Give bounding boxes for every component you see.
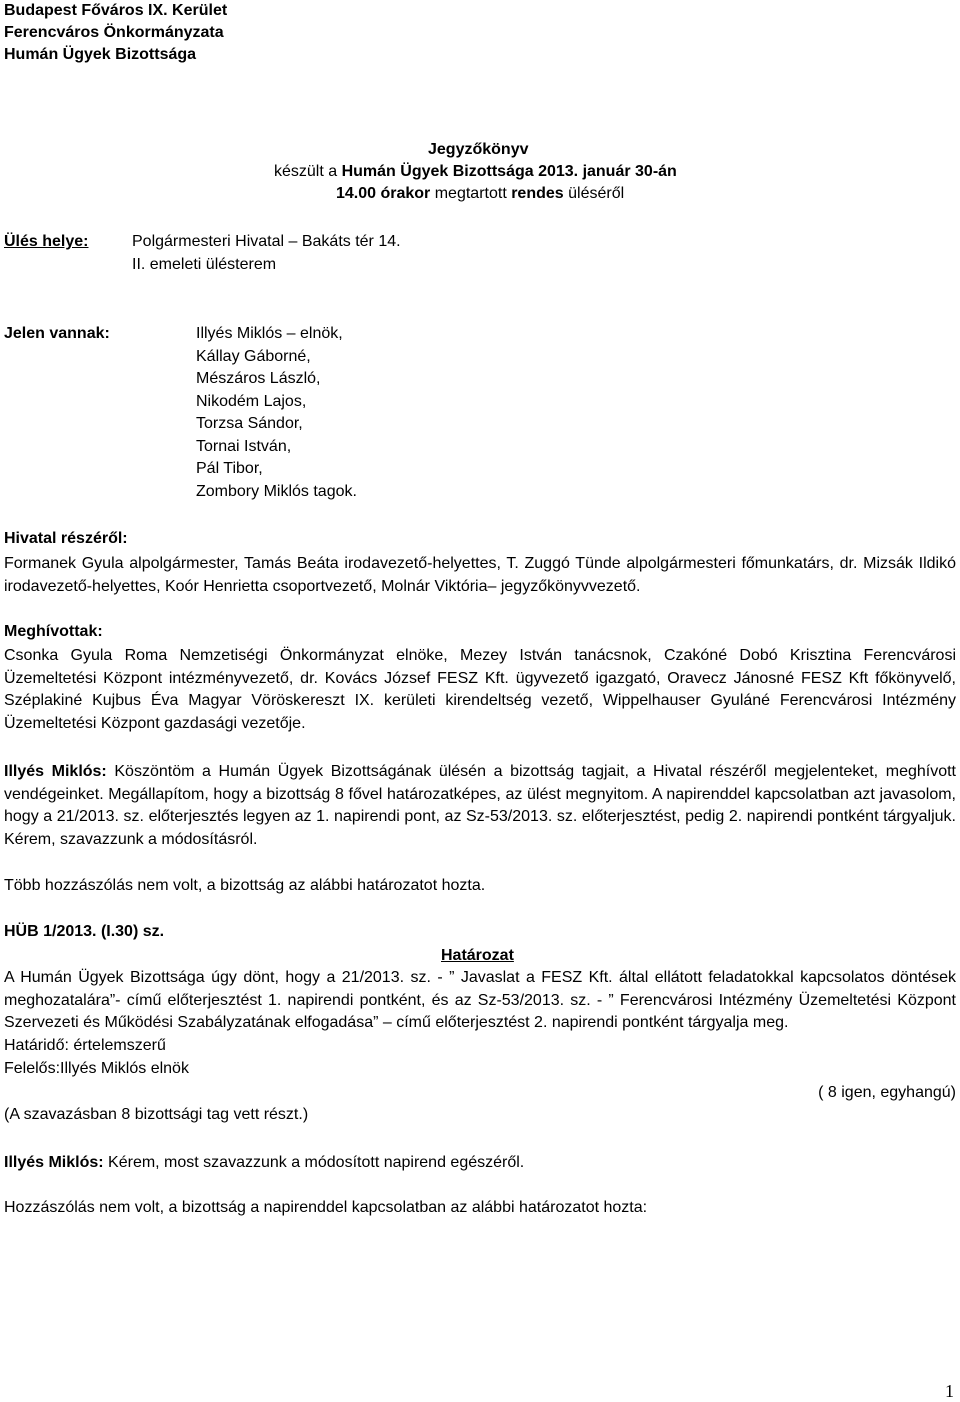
office-label: Hivatal részéről: (4, 530, 128, 547)
member-item: Tornai István, (196, 437, 292, 455)
resolution-number: HÜB 1/2013. (I.30) sz. (4, 923, 165, 940)
member-item: Illyés Miklós – elnök, (196, 325, 343, 342)
resolution-deadline: Határidő: értelemszerű (4, 1037, 166, 1054)
resolution-heading: Határozat (441, 947, 514, 964)
venue-label: Ülés helye: (4, 233, 89, 250)
page-number: 1 (945, 1381, 954, 1401)
document-title: Jegyzőkönyv (428, 141, 529, 158)
office-paragraph: Formanek Gyula alpolgármester, Tamás Beáta irodavezető-helyettes, T. Zuggó Tünde alpolgármesteri főmunkatárs, dr. Mizsák Ildikó irodavezető-helyettes, Koór Henrietta csoportvezető, Molnár Viktória– jegyzőkönyvvezető. (4, 555, 956, 595)
speech-text: Köszöntöm a Humán Ügyek Bizottságának ülésén a bizottság tagjait, a Hivatal részéről megjelenteket, meghívott vendégeinket. Megállapítom, hogy a bizottság 8 fővel határozatképes, az ülést megnyitom. A napirenddel kapcsolatban azt javasolom, hogy a 21/2013. sz. előterjesztés legyen az 1. napirendi pont, az Sz-53/2013. sz. előterjesztést, pedig 2. napirendi pontként tárgyaljuk. Kérem, szavazzunk a módosításról. (4, 763, 956, 848)
invited-paragraph: Csonka Gyula Roma Nemzetiségi Önkormányzat elnöke, Mezey István tanácsnok, Czakóné Dobó Krisztina Ferencvárosi Üzemeltetési Központ intézményvezető, dr. Kovács József FESZ Kft. ügyvezető igazgató, Oravecz Jánosné FESZ Kft főkönyvelő, Széplakiné Kujbus Éva Magyar Vöröskereszt IX. kerületi kirendeltség vezető, Wippelhauser Gyuláné Ferencvárosi Intézmény Üzemeltetési Központ gazdasági vezetője. (4, 647, 956, 732)
speaker-name: Illyés Miklós: (4, 1154, 104, 1171)
member-item: Pál Tibor, (196, 460, 263, 477)
meeting-type: rendes (511, 185, 564, 202)
speech-2 (4, 1152, 524, 1174)
no-comments-2: Hozzászólás nem volt, a bizottság a napirenddel kapcsolatban az alábbi határozatot hozta: (4, 1199, 648, 1216)
header-line-1: Budapest Főváros IX. Kerület (4, 2, 228, 19)
resolution-responsible: Felelős:Illyés Miklós elnök (4, 1060, 189, 1077)
members-list (196, 323, 357, 503)
title-line-3-mid: megtartott (430, 185, 512, 202)
venue-line-1: Polgármesteri Hivatal – Bakáts tér 14. (132, 233, 401, 250)
member-item: Kállay Gáborné, (196, 347, 311, 365)
member-item: Mészáros László, (196, 370, 321, 387)
speech-text: Kérem, most szavazzunk a módosított napirend egészéről. (103, 1154, 525, 1171)
invited-label: Meghívottak: (4, 623, 103, 640)
speech-1 (4, 761, 956, 851)
member-item: Nikodém Lajos, (196, 392, 307, 410)
present-label: Jelen vannak: (4, 325, 110, 342)
title-line-2-bold: Humán Ügyek Bizottsága 2013. január 30-án (341, 163, 677, 180)
title-line-2-pre: készült a (274, 163, 342, 180)
title-line-3-post: üléséről (563, 185, 625, 202)
header-line-2: Ferencváros Önkormányzata (4, 24, 224, 41)
resolution-text: A Humán Ügyek Bizottsága úgy dönt, hogy a 21/2013. sz. - ” Javaslat a FESZ Kft. által ellátott feladatokkal kapcsolatos döntések meghozatalára”- című előterjesztést 1. napirendi pontként, és az Sz-53/2013. sz. - ” Ferencvárosi Intézmény Üzemeltetési Központ Szervezeti és Működési Szabályzatának elfogadása” – című előterjesztést 2. napirendi pontként tárgyalja meg. (4, 969, 956, 1031)
header-line-3: Humán Ügyek Bizottsága (4, 46, 197, 63)
member-item: Torzsa Sándor, (196, 415, 303, 432)
no-comments-1: Több hozzászólás nem volt, a bizottság az alábbi határozatot hozta. (4, 877, 486, 894)
speaker-name: Illyés Miklós: (4, 763, 107, 780)
title-line-3 (336, 183, 624, 205)
title-line-2 (274, 161, 677, 183)
member-item: Zombory Miklós tagok. (196, 482, 357, 500)
resolution-vote: ( 8 igen, egyhangú) (818, 1084, 956, 1101)
meeting-time: 14.00 órakor (336, 185, 431, 202)
venue-line-2: II. emeleti ülésterem (132, 256, 277, 273)
resolution-participation: (A szavazásban 8 bizottsági tag vett részt.) (4, 1106, 309, 1123)
